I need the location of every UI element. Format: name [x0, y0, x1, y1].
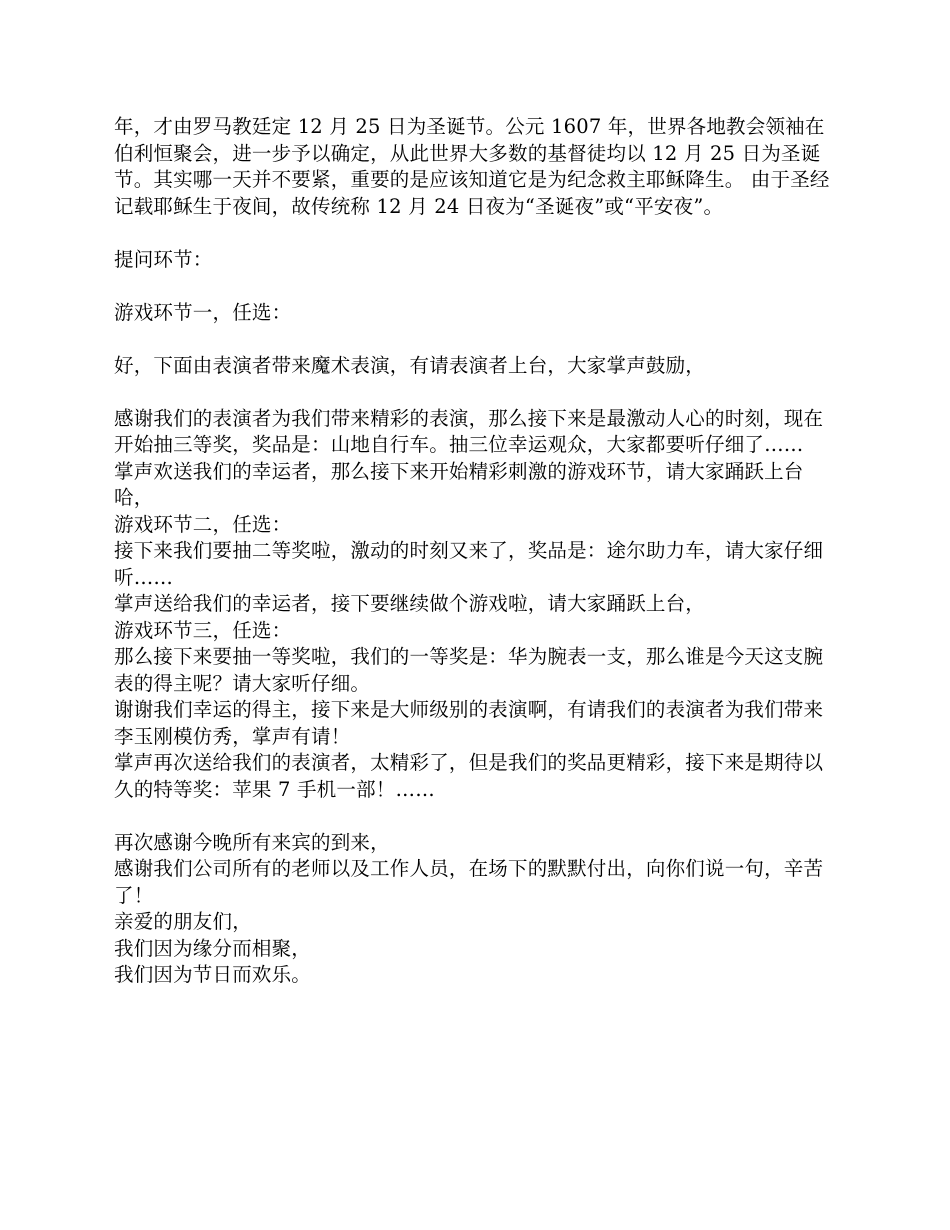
paragraph-grand-prize: 掌声再次送给我们的表演者，太精彩了，但是我们的奖品更精彩，接下来是期待以久的特等奖：苹果 7 手机一部！……	[114, 751, 824, 801]
paragraph-continue-game: 掌声送给我们的幸运者，接下要继续做个游戏啦，请大家踊跃上台，	[114, 592, 706, 615]
heading-question-segment: 提问环节：	[114, 247, 213, 271]
heading-game-segment-one: 游戏环节一，任选：	[114, 300, 292, 324]
paragraph-thanks-guests: 再次感谢今晚所有来宾的到来，	[114, 830, 390, 854]
paragraph-gap	[114, 803, 839, 830]
paragraph-gap	[114, 326, 839, 353]
paragraph-gap	[114, 220, 839, 247]
paragraph-second-prize: 接下来我们要抽二等奖啦，激动的时刻又来了，奖品是：途尔助力车，请大家仔细听……	[114, 539, 824, 589]
paragraph-third-prize: 感谢我们的表演者为我们带来精彩的表演，那么接下来是最激动人心的时刻，现在开始抽三等奖，奖品是：山地自行车。抽三位幸运观众，大家都要听仔细了……	[114, 406, 824, 456]
paragraph-gap	[114, 379, 839, 406]
paragraph-joy-of-holiday: 我们因为节日而欢乐。	[114, 963, 312, 986]
paragraph-master-performance: 谢谢我们幸运的得主，接下来是大师级别的表演啊，有请我们的表演者为我们带来李玉刚模仿秀，掌声有请！	[114, 698, 824, 748]
heading-game-segment-three: 游戏环节三，任选：	[114, 618, 292, 642]
document-body	[114, 114, 839, 989]
paragraph-magic-show: 好，下面由表演者带来魔术表演，有请表演者上台，大家掌声鼓励，	[114, 353, 706, 377]
paragraph-dear-friends: 亲爱的朋友们，	[114, 910, 252, 933]
paragraph-first-prize: 那么接下来要抽一等奖啦，我们的一等奖是：华为腕表一支，那么谁是今天这支腕表的得主呢？请大家听仔细。	[114, 645, 824, 695]
heading-game-segment-two: 游戏环节二，任选：	[114, 512, 292, 536]
paragraph-game-intro: 掌声欢送我们的幸运者，那么接下来开始精彩刺激的游戏环节，请大家踊跃上台哈，	[114, 459, 804, 509]
paragraph-gathered-by-fate: 我们因为缘分而相聚，	[114, 936, 312, 960]
paragraph-thanks-staff: 感谢我们公司所有的老师以及工作人员，在场下的默默付出，向你们说一句，辛苦了！	[114, 857, 824, 907]
paragraph-christmas-origin: 年，才由罗马教廷定 12 月 25 日为圣诞节。公元 1607 年，世界各地教会领袖在伯利恒聚会，进一步予以确定，从此世界大多数的基督徒均以 12 月 25 日为圣诞节。其实哪一天并不要紧，重要的是应该知道它是为纪念救主耶稣降生。 由于圣经记载耶稣生于夜间，故传统称 12 月 24 日夜为“圣诞夜”或“平安夜”。	[114, 115, 830, 218]
paragraph-gap	[114, 273, 839, 300]
